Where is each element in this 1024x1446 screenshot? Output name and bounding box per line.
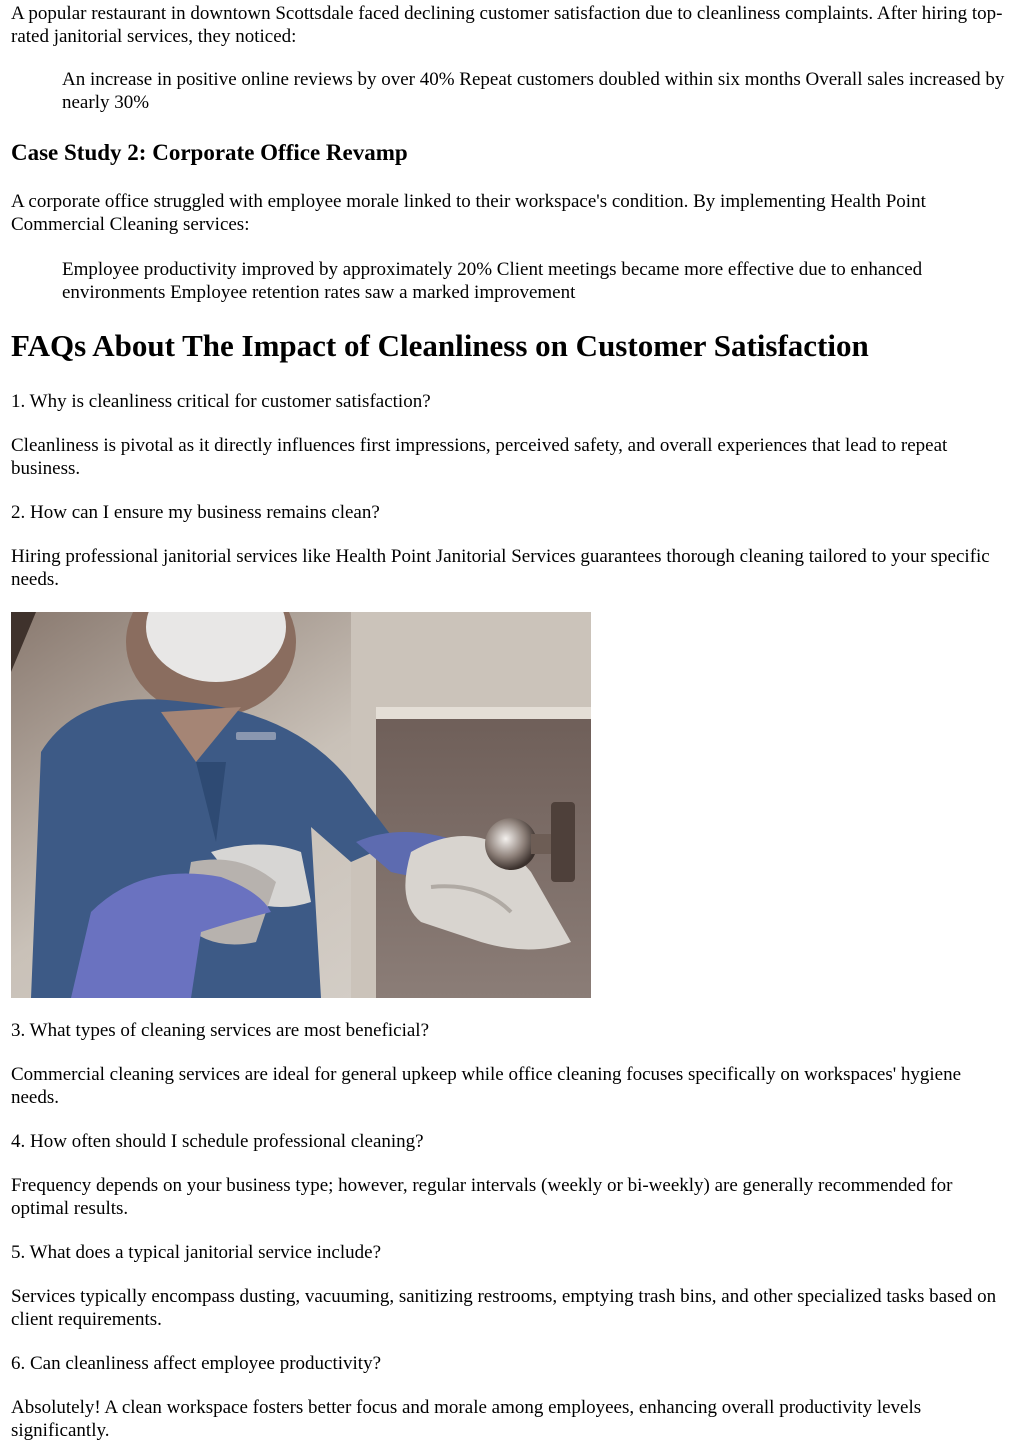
faq-answer-5: Services typically encompass dusting, vacuuming, sanitizing restrooms, emptying trash bins, and other specialized tasks based on client requirements.: [11, 1286, 997, 1330]
faq-question-2: 2. How can I ensure my business remains clean?: [11, 502, 380, 523]
case-study-2-paragraph: A corporate office struggled with employee morale linked to their workspace's condition. By implementing Health Point Commercial Cleaning services:: [11, 191, 926, 235]
faq-answer-4: Frequency depends on your business type; however, regular intervals (weekly or bi-weekly) are generally recommended for optimal results.: [11, 1175, 953, 1219]
faq-answer-1: Cleanliness is pivotal as it directly influences first impressions, perceived safety, and overall experiences that lead to repeat business.: [11, 435, 948, 479]
faq-question-6: 6. Can cleanliness affect employee productivity?: [11, 1353, 382, 1374]
case-study-1-results: An increase in positive online reviews by over 40% Repeat customers doubled within six months Overall sales increased by nearly 30%: [62, 69, 1005, 113]
case-study-2-heading: Case Study 2: Corporate Office Revamp: [11, 140, 408, 165]
faq-question-3: 3. What types of cleaning services are most beneficial?: [11, 1020, 430, 1041]
faq-question-1: 1. Why is cleanliness critical for customer satisfaction?: [11, 391, 431, 412]
faq-question-5: 5. What does a typical janitorial service include?: [11, 1242, 382, 1263]
faq-answer-3: Commercial cleaning services are ideal for general upkeep while office cleaning focuses specifically on workspaces' hygiene needs.: [11, 1064, 962, 1108]
faq-question-4: 4. How often should I schedule professional cleaning?: [11, 1131, 424, 1152]
faq-answer-2: Hiring professional janitorial services like Health Point Janitorial Services guarantees thorough cleaning tailored to your specific needs.: [11, 546, 990, 590]
case-study-2-results: Employee productivity improved by approximately 20% Client meetings became more effective due to enhanced environments Employee retention rates saw a marked improvement: [62, 259, 923, 303]
faq-heading: FAQs About The Impact of Cleanliness on Customer Satisfaction: [11, 328, 869, 363]
intro-paragraph: A popular restaurant in downtown Scottsdale faced declining customer satisfaction due to cleanliness complaints. After hiring top-rated janitorial services, they noticed:: [11, 3, 1003, 47]
faq-answer-6: Absolutely! A clean workspace fosters better focus and morale among employees, enhancing overall productivity levels significantly.: [11, 1397, 922, 1441]
photo-cleaner-sanitizing-door-handle: [11, 612, 591, 998]
